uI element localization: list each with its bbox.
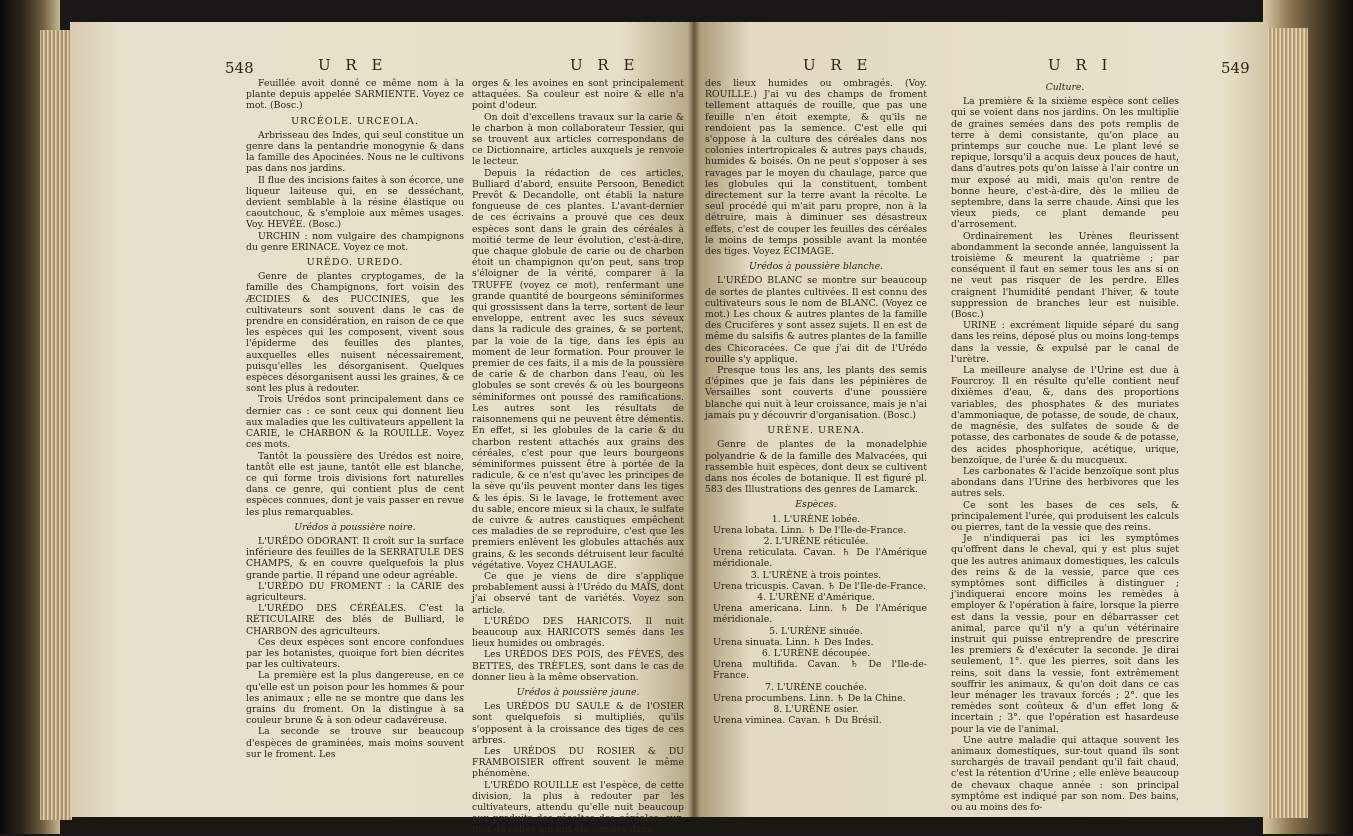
paragraph: L'URÉDO DU FROMENT : la CARIE des agriculteurs. — [246, 580, 464, 603]
paragraph: Une autre maladie qui attaque souvent les animaux domestiques, sur-tout quand ils sont surchargés de travail pendant qu'il fait chaud, c'est la rétention d'Urine ; elle enlève beaucoup de chevaux chaque année : son principal symptôme est indiqué par son nom. Des bains, ou au moins des fo- — [951, 734, 1179, 813]
paragraph: des lieux humides ou ombragés. (Voy. ROUILLE.) J'ai vu des champs de froment tellement attaqués de rouille, que pas une feuille n'en étoit exempte, & qu'ils ne rendoient pas la semence. C'est elle qui s'oppose à la culture des céréales dans nos colonies intertropicales & autres pays chauds, humides & boisés. On ne peut s'opposer à ses ravages par le moyen du chaulage, parce que les globules qui la constituent, tombent directement sur la terre avant la récolte. Le seul procédé qui m'ait paru propre, non à la détruire, mais à diminuer ses désastreux effets, c'est de couper les feuilles des céréales le moins de temps possible avant la montée des tiges. Voyez ÉCIMAGE. — [705, 78, 927, 258]
paragraph: L'URÉDO DES CÉRÉALES. C'est la RÉTICULAIRE des blés de Bulliard, le CHARBON des agriculteurs. — [246, 603, 464, 637]
paragraph: La première est la plus dangereuse, en ce qu'elle est un poison pour les hommes & pour les animaux ; elle ne se montre que dans les grains du froment. On la distingue à sa couleur brune & à son odeur cadavéreuse. — [246, 670, 464, 727]
paragraph: L'URÉDO BLANC se montre sur beaucoup de sortes de plantes cultivées. Il est connu des cultivateurs sous le nom de BLANC. (Voyez ce mot.) Les choux & autres plantes de la famille des Crucifères y sont assez sujets. Il en est de même du salsifis & autres plantes de la famille des Chicoracées. Ce que j'ai dit de l'Urédo rouille s'y applique. — [705, 275, 927, 365]
section-subheading: Espèces. — [795, 499, 837, 511]
paragraph: L'URÉDO ROUILLE est l'espèce, de cette division, la plus à redouter par les cultivateurs, attendu qu'elle nuit beaucoup aux produits des récoltes des céréales, sur-tout de celles qui ont été semées dans — [472, 779, 684, 836]
species-name: 2. L'URÈNE réticulée. — [763, 535, 869, 547]
section-subheading: Urédos à poussière blanche. — [748, 261, 884, 273]
species-name: 6. L'URÈNE découpée. — [761, 647, 871, 659]
running-header-left: U R E — [318, 56, 388, 74]
paragraph: Les carbonates & l'acide benzoïque sont plus abondans dans l'Urine des herbivores que les autres sels. — [951, 465, 1179, 500]
running-header-right-2: U R I — [1048, 56, 1113, 74]
left-page — [70, 22, 695, 836]
species-entry: Urena reticulata. Cavan. ♄ De l'Amérique méridionale. — [713, 547, 927, 570]
page-edges-right — [1268, 28, 1308, 818]
section-subheading: Urédos à poussière jaune. — [516, 686, 640, 698]
paragraph: URCHIN : nom vulgaire des champignons du genre ERINACE. Voyez ce mot. — [246, 230, 464, 253]
paragraph: Genre de plantes de la monadelphie polyandrie & de la famille des Malvacées, qui rassemble huit espèces, dont deux se cultivent dans nos écoles de botanique. Il est figuré pl. 583 des Illustrations des genres de Lamarck. — [705, 439, 927, 496]
species-name: 5. L'URÈNE sinuée. — [769, 625, 863, 637]
text-column-3 — [705, 78, 927, 726]
species-entry: Urena tricuspis. Cavan. ♄ De l'Ile-de-France. — [713, 580, 927, 592]
paragraph: Feuillée avoit donné ce même nom à la plante depuis appelée SARMIENTE. Voyez ce mot. (Bosc.) — [246, 78, 464, 112]
entry-heading: URÉDO. UREDO. — [306, 257, 404, 269]
paragraph: Il flue des incisions faites à son écorce, une liqueur laiteuse qui, en se desséchant, devient semblable à la résine élastique ou caoutchouc, & s'emploie aux mêmes usages. Voy. HEVÉE. (Bosc.) — [246, 174, 464, 231]
book-gutter — [688, 22, 700, 817]
paragraph: Les URÉDOS DU ROSIER & DU FRAMBOISIER offrent souvent le même phénomène. — [472, 745, 684, 780]
species-name: 3. L'URÈNE à trois pointes. — [750, 569, 882, 581]
paragraph: L'URÉDO ODORANT. Il croît sur la surface inférieure des feuilles de la SERRATULE DES CHAMPS, & en couvre quelquefois la plus grande partie. Il répand une odeur agréable. — [246, 535, 464, 581]
paragraph: L'URÉDO DES HARICOTS. Il nuit beaucoup aux HARICOTS semés dans les lieux humides ou ombragés. — [472, 615, 684, 650]
species-entry: Urena multifida. Cavan. ♄ De l'Ile-de-France. — [713, 659, 927, 682]
paragraph: Ordinairement les Urènes fleurissent abondamment la seconde année, languissent la troisième & meurent la quatrième ; par conséquent il faut en semer tous les ans si on ne veut pas risquer de les perdre. Elles craignent l'humidité pendant l'hiver, & toute suppression de branches leur est nuisible. (Bosc.) — [951, 230, 1179, 321]
paragraph: Arbrisseau des Indes, qui seul constitue un genre dans la pentandrie monogynie & dans la famille des Apocinées. Nous ne le cultivons pas dans nos jardins. — [246, 129, 464, 175]
section-subheading: Culture. — [1045, 82, 1085, 93]
right-page — [693, 22, 1268, 817]
paragraph: Trois Urédos sont principalement dans ce dernier cas : ce sont ceux qui donnent lieu aux maladies que les cultivateurs appellent la CARIE, le CHARBON & la ROUILLE. Voyez ces mots. — [246, 394, 464, 451]
entry-heading: URCÉOLE. URCEOLA. — [291, 115, 419, 127]
paragraph: Ce sont les bases de ces sels, & principalement l'urée, qui produisent les calculs ou pierres, tant de la vessie que des reins. — [951, 499, 1179, 533]
species-entry: Urena procumbens. Linn. ♄ De la Chine. — [713, 692, 906, 704]
entry-heading: URÈNE. URENA. — [767, 425, 865, 437]
species-entry: Urena sinuata. Linn. ♄ Des Indes. — [713, 636, 874, 648]
species-entry: Urena americana. Linn. ♄ De l'Amérique méridionale. — [713, 603, 927, 626]
paragraph: Les URÉDOS DU SAULE & de l'OSIER sont quelquefois si multipliés, qu'ils s'opposent à la croissance des tiges de ces arbres. — [472, 701, 684, 746]
species-name: 7. L'URÈNE couchée. — [765, 681, 867, 693]
section-subheading: Urédos à poussière noire. — [294, 521, 416, 533]
paragraph: La première & la sixième espèce sont celles qui se voient dans nos jardins. On les multiplie de graines semées dans des pots remplis de terre à demi consistante, qu'on place au printemps sur couche nue. Le plant levé se repique, lorsqu'il a acquis deux pouces de haut, dans d'autres pots qu'on laisse à l'air contre un mur exposé au midi, mais qu'on rentre de bonne heure, c'est-à-dire, dès le milieu de septembre, dans la serre chaude. Ainsi que les vieux pieds, ce plant demande peu d'arrosement. — [951, 96, 1179, 231]
page-number-left: 548 — [225, 59, 254, 77]
paragraph: La meilleure analyse de l'Urine est due à Fourcroy. Il en résulte qu'elle contient neuf dixièmes d'eau, &, dans des proportions variables, des phosphates & des muriates d'ammoniaque, de potasse, de soude, de chaux, de magnésie, des sulfates de soude & de potasse, des carbonates de soude & de potasse, des acides phosphorique, acétique, urique, benzoïque, de l'urée & du mucqueux. — [951, 365, 1179, 466]
text-column-4 — [951, 78, 1179, 813]
species-entry: Urena lobata. Linn. ♄ De l'Ile-de-France. — [713, 524, 907, 536]
species-name: 4. L'URÈNE d'Amérique. — [757, 591, 875, 603]
paragraph: orges & les avoines en sont principalement attaquées. Sa couleur est noire & elle n'a point d'odeur. — [472, 78, 684, 112]
running-header-left-2: U R E — [570, 56, 640, 74]
page-number-right: 549 — [1221, 59, 1250, 77]
paragraph: Genre de plantes cryptogames, de la famille des Champignons, fort voisin des ÆCIDIES & des PUCCINIES, que les cultivateurs sont souvent dans le cas de prendre en considération, en raison de ce que les espèces qui les composent, vivent sous l'épiderme des feuilles des plantes, auxquelles elles nuisent nécessairement, puisqu'elles les désorganisent. Quelques espèces désorganisent aussi les graines, & ce sont les plus à redouter. — [246, 271, 464, 395]
paragraph: Ce que je viens de dire s'applique probablement aussi à l'Urédo du MAÏS, dont j'ai observé tant de variétés. Voyez son article. — [472, 570, 684, 616]
paragraph: URINE : excrément liquide séparé du sang dans les reins, déposé plus ou moins long-temps dans la vessie, & expulsé par le canal de l'urètre. — [951, 320, 1179, 365]
paragraph: Depuis la rédaction de ces articles, Bulliard d'abord, ensuite Persoon, Benedict Prevôt & Decandolle, ont établi la nature fongueuse de ces plantes. L'avant-dernier de ces écrivains a prouvé que ces deux espèces sont dans le grain des céréales à moitié terme de leur évolution, c'est-à-dire, que chaque globule de carie ou de charbon étoit un champignon qu'on peut, sans trop s'éloigner de la vérité, comparer à la TRUFFE (voyez ce mot), renfermant une grande quantité de bourgeons séminiformes qui grossissent dans la terre, sortent de leur enveloppe, entrent avec les sucs séveux dans la radicule des graines, & se portent, par la voie de la tige, dans les épis au moment de leur formation. Pour prouver le premier de ces faits, il a mis de la poussière de carie & de charbon dans l'eau, où les globules se sont crevés & où les bourgeons séminiformes ont poussé des ramifications. Les autres sont les résultats de raisonnemens qui ne peuvent être démentis. En effet, si les globules de la carie & du charbon restent attachés aux grains des céréales, c'est pour que leurs bourgeons séminiformes puissent être à portée de la radicule, & ce n'est qu'avec les principes de la sève qu'ils peuvent monter dans les tiges & les épis. Si le lavage, le frottement avec du sable, encore mieux si la chaux, le sulfate de cuivre & autres caustiques empêchent ces maladies de se reproduire, c'est que les premiers enlèvent les globules attachés aux grains, & les seconds détruisent leur faculté végétative. Voyez CHAULAGE. — [472, 167, 684, 571]
species-name: 8. L'URÈNE osier. — [773, 703, 859, 715]
page-edges-left — [40, 30, 72, 820]
text-column-2 — [472, 78, 684, 836]
paragraph: Les URÉDOS DES POIS, des FÈVES, des BETTES, des TRÈFLES, sont dans le cas de donner lieu à la même observation. — [472, 649, 684, 683]
species-name: 1. L'URÈNE lobée. — [771, 513, 861, 525]
species-entry: Urena viminea. Cavan. ♄ Du Brésil. — [713, 715, 882, 727]
text-column-1 — [246, 78, 464, 760]
paragraph: Je n'indiquerai pas ici les symptômes qu'offrent dans le cheval, qui y est plus sujet que les autres animaux domestiques, les calculs des reins & de la vessie, parce que ces symptômes sont difficiles à distinguer ; j'indiquerai encore moins les remèdes à employer & l'opération à faire, lorsque la pierre est dans la vessie, pour en débarrasser cet animal, parce qu'il n'y a qu'un vétérinaire instruit qui puisse entreprendre de prescrire les premiers & d'exécuter la seconde. Je dirai seulement, 1°. que les pierres, soit dans les reins, soit dans la vessie, font extrêmement souffrir les animaux, & qu'on doit dans ce cas leur ménager les travaux forcés ; 2°. que les remèdes sont coûteux & d'un effet long & incertain ; 3°. que l'opération est hasardeuse pour la vie de l'animal. — [951, 533, 1179, 735]
paragraph: Ces deux espèces sont encore confondues par les botanistes, quoique fort bien décrites par les cultivateurs. — [246, 636, 464, 671]
running-header-right: U R E — [803, 56, 873, 74]
paragraph: On doit d'excellens travaux sur la carie & le charbon à mon collaborateur Tessier, qui se trouvent aux articles correspondans de ce Dictionnaire, articles auxquels je renvoie le lecteur. — [472, 111, 684, 168]
paragraph: Tantôt la poussière des Urédos est noire, tantôt elle est jaune, tantôt elle est blanche, ce qui forme trois divisions fort naturelles dans ce genre, qui contient plus de cent espèces connues, dont je vais passer en revue les plus remarquables. — [246, 450, 464, 518]
paragraph: Presque tous les ans, les plants des semis d'épines que je fais dans les pépinières de Versailles sont couverts d'une poussière blanche qui nuit à leur croissance, mais je n'ai jamais pu y découvrir d'organisation. (Bosc.) — [705, 365, 927, 421]
paragraph: La seconde se trouve sur beaucoup d'espèces de graminées, mais moins souvent sur le froment. Les — [246, 726, 464, 760]
